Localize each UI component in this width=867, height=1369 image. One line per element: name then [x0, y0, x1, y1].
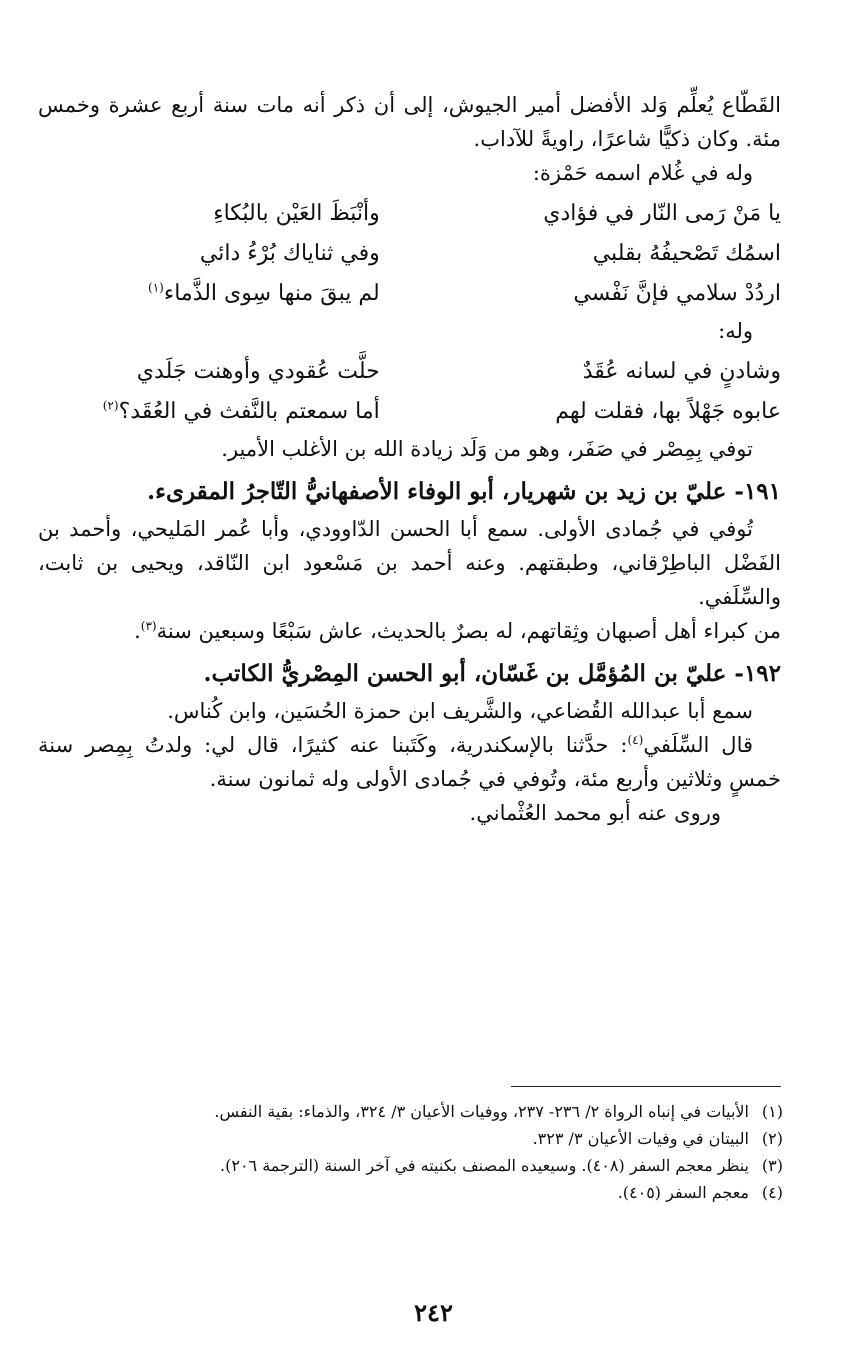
- poem: [38, 352, 781, 432]
- footnote-number: (٤): [761, 1183, 783, 1202]
- footnote-text: الأبيات في إنباه الرواة ٢/ ٢٣٦- ٢٣٧، ووفيات الأعيان ٣/ ٣٢٤، والذماء: بقية النفس.: [214, 1102, 749, 1121]
- footnote-number: (٢): [761, 1129, 783, 1148]
- page-number: ٢٤٢: [414, 1298, 453, 1327]
- entry-heading: ١٩١- عليّ بن زيد بن شهريار، أبو الوفاء الأصفهانيُّ التّاجرُ المقرىء.: [147, 478, 781, 505]
- paragraph: توفي بِمِصْر في صَفَر، وهو من وَلَد زيادة الله بن الأغلب الأمير.: [221, 437, 753, 461]
- verse-first-hemistich: عابوه جَهْلاً بها، فقلت لهم: [555, 399, 781, 424]
- verse-text: وأنْبَظَ العَيْن بالبُكاءِ: [213, 201, 380, 226]
- footnote-number: (٣): [761, 1156, 783, 1175]
- paragraph: [38, 728, 781, 796]
- footnote-text: ينظر معجم السفر (٤٠٨). وسيعيده المصنف بكنيته في آخر السنة (الترجمة ٢٠٦).: [220, 1156, 749, 1175]
- poem-intro: وله في غُلام اسمه حَمْزة:: [532, 161, 753, 185]
- footnote-ref: (٢): [102, 398, 119, 413]
- verse-text: أما سمعتم بالنَّفث في العُقَد؟: [118, 399, 380, 424]
- verse-text: لم يبقَ منها سِوى الذَّماء: [163, 281, 380, 306]
- verse-second-hemistich: [38, 274, 380, 314]
- poem-verse: [38, 352, 781, 392]
- footnote-ref: (٣): [140, 619, 157, 633]
- poem-verse: [38, 274, 781, 314]
- poem: [38, 194, 781, 314]
- paragraph: القَطّاع يُعلِّم وَلد الأفضل أمير الجيوش، إلى أن ذكر أنه مات سنة أربع عشرة وخمس مئة. وكان ذكيًّا شاعرًا، راويةً للآداب.: [38, 93, 781, 151]
- poem-intro: وله:: [718, 319, 753, 343]
- paragraph: تُوفي في جُمادى الأولى. سمع أبا الحسن الدّاوودي، وأبا عُمر المَليحي، وأحمد بن الفَضْل الباطِرْقاني، وطبقتهم. وعنه أحمد بن مَسْعود ابن النّاقد، ويحيى بن ثابت، والسِّلَفي.: [38, 517, 781, 609]
- footnote-text: البيتان في وفيات الأعيان ٣/ ٣٢٣.: [532, 1129, 749, 1148]
- entry-heading: ١٩٢- عليّ بن المُؤمَّل بن غَسّان، أبو الحسن المِصْريُّ الكاتب.: [203, 660, 781, 687]
- footnote-text: معجم السفر (٤٠٥).: [617, 1183, 749, 1202]
- verse-text: حلَّت عُقودي وأوهنت جَلَدي: [136, 359, 380, 384]
- paragraph: سمع أبا عبدالله القُضاعي، والشَّريف ابن حمزة الحُسَين، وابن كُناس.: [167, 699, 753, 723]
- verse-first-hemistich: يا مَنْ رَمى النّار في فؤادي: [543, 201, 781, 226]
- footnote: [38, 1125, 783, 1152]
- footnote-ref: (٤): [627, 733, 644, 747]
- paragraph: من كبراء أهل أصبهان وثِقاتهم، له بصرٌ بالحديث، عاش سَبْعًا وسبعين سنة$^{(٣)}$.: [134, 619, 781, 643]
- verse-first-hemistich: اسمُك تَصْحيفُهُ بقلبي: [592, 241, 781, 266]
- footnote-divider: [511, 1086, 781, 1087]
- verse-second-hemistich: [38, 352, 380, 392]
- poem-verse: [38, 194, 781, 234]
- paragraph-text: : حدَّثنا بالإسكندرية، وكَتَبنا عنه كثيرًا، قال لي: ولدتُ بِمِصر سنة خمسٍ وثلاثين وأربع مئة، وتُوفي في جُمادى الأولى وله ثمانون سنة.: [38, 733, 781, 791]
- verse-text: وفي ثناياك بُرْءُ دائي: [199, 241, 380, 266]
- paragraph: وروى عنه أبو محمد العُثْماني.: [469, 801, 721, 825]
- footnote-number: (١): [761, 1102, 783, 1121]
- footnotes: [38, 1098, 783, 1206]
- paragraph-text: من كبراء أهل أصبهان وثِقاتهم، له بصرٌ بالحديث، عاش سَبْعًا وسبعين سنة: [156, 619, 781, 643]
- poem-verse: [38, 392, 781, 432]
- verse-second-hemistich: [38, 234, 380, 274]
- poem-verse: [38, 234, 781, 274]
- footnote: [38, 1179, 783, 1206]
- footnote: [38, 1098, 783, 1125]
- main-text: [38, 88, 781, 830]
- verse-second-hemistich: [38, 194, 380, 234]
- verse-first-hemistich: اردُدْ سلامي فإنَّ نَفْسي: [573, 281, 781, 306]
- footnote-ref: (١): [148, 280, 164, 295]
- verse-first-hemistich: وشادنٍ في لسانه عُقَدٌ: [582, 359, 781, 384]
- footnote: [38, 1152, 783, 1179]
- paragraph-text: قال السِّلَفي: [643, 733, 754, 757]
- verse-second-hemistich: [38, 392, 380, 432]
